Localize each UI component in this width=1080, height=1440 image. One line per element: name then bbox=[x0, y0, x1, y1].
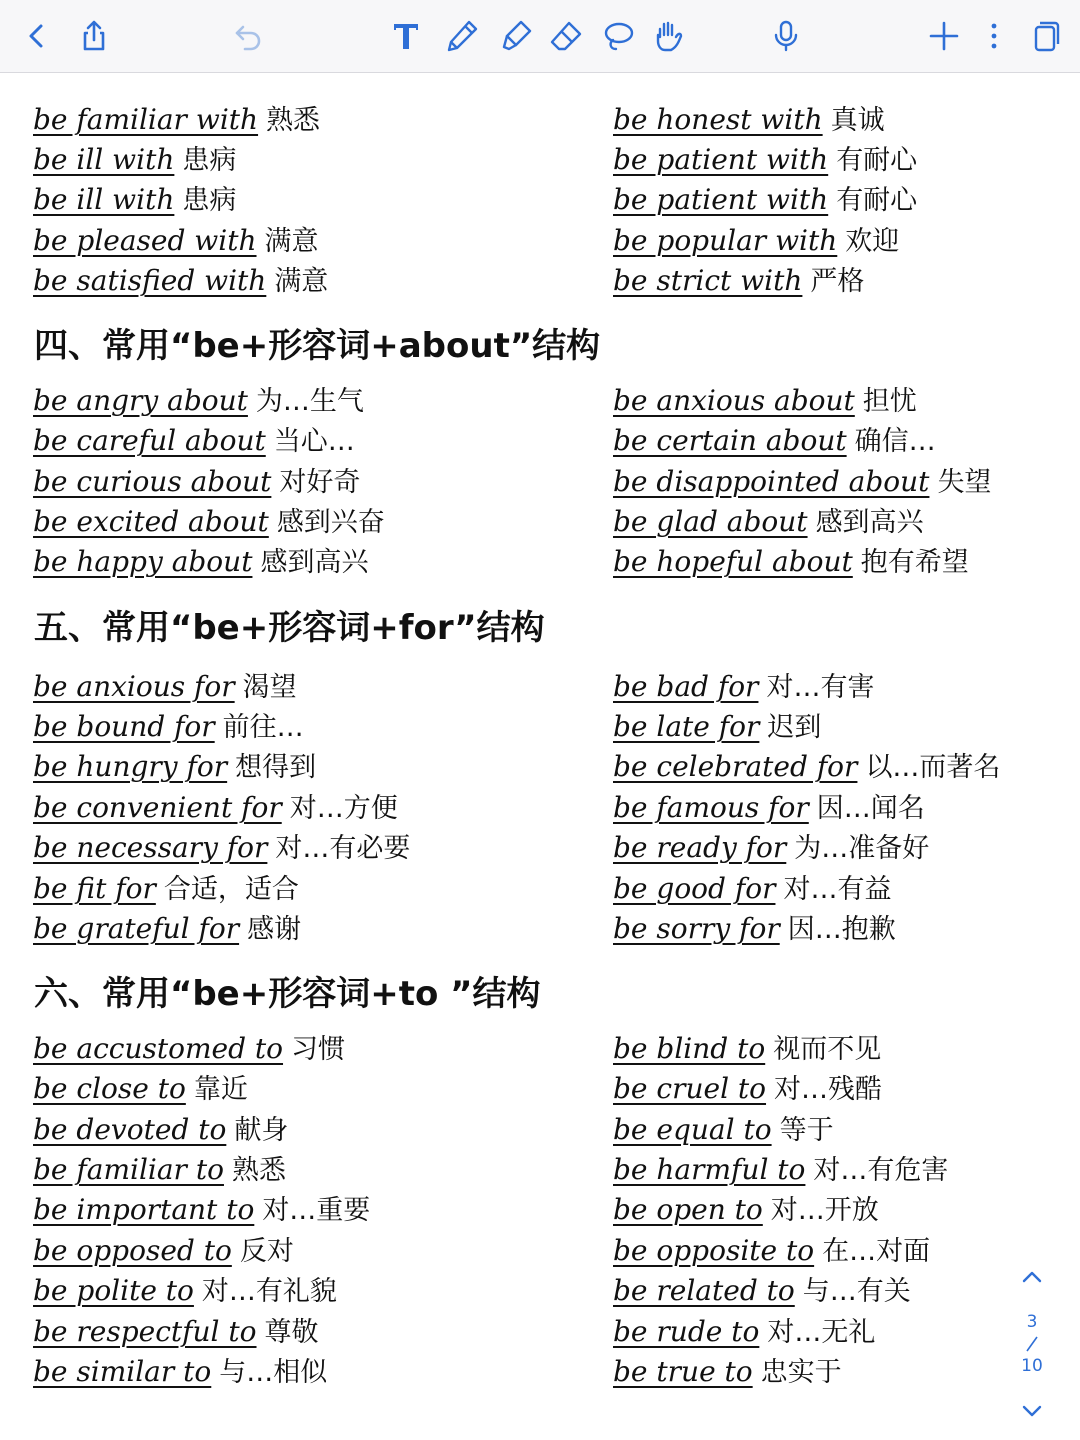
phrase: be blind to bbox=[613, 1032, 766, 1065]
list-item bbox=[613, 1190, 879, 1230]
meaning: 视而不见 bbox=[773, 1034, 882, 1065]
phrase: be rude to bbox=[613, 1315, 760, 1348]
phrase: be hopeful about bbox=[613, 545, 853, 578]
meaning: 献身 bbox=[234, 1115, 289, 1146]
list-item bbox=[33, 869, 299, 909]
list-item bbox=[613, 221, 899, 261]
list-item bbox=[613, 502, 924, 542]
meaning: 对…方便 bbox=[289, 793, 398, 824]
list-item bbox=[613, 747, 1000, 787]
phrase: be certain about bbox=[613, 424, 847, 457]
phrase: be ready for bbox=[613, 831, 787, 864]
list-item bbox=[613, 1352, 842, 1392]
phrase: be devoted to bbox=[33, 1113, 227, 1146]
list-item bbox=[613, 667, 874, 707]
meaning: 因…闻名 bbox=[816, 793, 925, 824]
phrase: be harmful to bbox=[613, 1153, 806, 1186]
list-item bbox=[33, 1231, 294, 1271]
list-item bbox=[613, 1150, 948, 1190]
microphone-icon[interactable] bbox=[764, 14, 808, 58]
list-item bbox=[613, 788, 925, 828]
list-item bbox=[613, 261, 864, 301]
meaning: 迟到 bbox=[767, 712, 822, 743]
phrase: be equal to bbox=[613, 1113, 772, 1146]
toolbar bbox=[0, 0, 1080, 73]
list-item bbox=[33, 747, 316, 787]
list-item bbox=[613, 1069, 882, 1109]
phrase: be hungry for bbox=[33, 750, 228, 783]
list-item bbox=[33, 180, 236, 220]
list-item bbox=[33, 261, 328, 301]
phrase: be familiar with bbox=[33, 103, 259, 136]
list-item bbox=[613, 100, 885, 140]
phrase: be cruel to bbox=[613, 1072, 767, 1105]
page-divider bbox=[1002, 1334, 1062, 1358]
list-item bbox=[613, 140, 917, 180]
phrase: be famous for bbox=[613, 791, 809, 824]
plus-icon[interactable] bbox=[922, 14, 966, 58]
list-item bbox=[33, 909, 301, 949]
meaning: 对…有必要 bbox=[275, 833, 411, 864]
meaning: 感到高兴 bbox=[815, 507, 924, 538]
phrase: be honest with bbox=[613, 103, 823, 136]
list-item bbox=[33, 140, 236, 180]
list-item bbox=[33, 1190, 370, 1230]
list-item bbox=[33, 667, 297, 707]
share-icon[interactable] bbox=[72, 14, 116, 58]
meaning: 合适，适合 bbox=[163, 874, 299, 905]
meaning: 担忧 bbox=[862, 386, 917, 417]
page-up-icon[interactable] bbox=[1002, 1264, 1062, 1294]
phrase: be related to bbox=[613, 1274, 795, 1307]
meaning: 对…无礼 bbox=[767, 1317, 876, 1348]
meaning: 严格 bbox=[810, 266, 865, 297]
meaning: 靠近 bbox=[193, 1074, 248, 1105]
meaning: 为…生气 bbox=[255, 386, 364, 417]
meaning: 对…有危害 bbox=[813, 1155, 949, 1186]
meaning: 感谢 bbox=[247, 914, 302, 945]
phrase: be grateful for bbox=[33, 912, 240, 945]
phrase: be ill with bbox=[33, 143, 175, 176]
meaning: 对…有益 bbox=[783, 874, 892, 905]
list-item bbox=[33, 1110, 288, 1150]
meaning: 真诚 bbox=[830, 105, 885, 136]
list-item bbox=[33, 1312, 319, 1352]
list-item bbox=[33, 1352, 327, 1392]
meaning: 有耐心 bbox=[836, 185, 918, 216]
meaning: 抱有希望 bbox=[860, 547, 969, 578]
list-item bbox=[33, 542, 368, 582]
meaning: 习惯 bbox=[291, 1034, 346, 1065]
list-item bbox=[33, 381, 364, 421]
list-item bbox=[613, 1029, 881, 1069]
back-chevron-icon[interactable] bbox=[14, 14, 58, 58]
phrase: be fit for bbox=[33, 872, 156, 905]
phrase: be polite to bbox=[33, 1274, 194, 1307]
meaning: 尊敬 bbox=[264, 1317, 319, 1348]
phrase: be late for bbox=[613, 710, 760, 743]
phrase: be similar to bbox=[33, 1355, 212, 1388]
phrase: be anxious about bbox=[613, 384, 855, 417]
phrase: be close to bbox=[33, 1072, 186, 1105]
meaning: 因…抱歉 bbox=[787, 914, 896, 945]
meaning: 为…准备好 bbox=[794, 833, 930, 864]
list-item bbox=[613, 1110, 834, 1150]
meaning: 渴望 bbox=[242, 672, 297, 703]
meaning: 等于 bbox=[779, 1115, 834, 1146]
phrase: be excited about bbox=[33, 505, 269, 538]
list-item bbox=[33, 828, 410, 868]
meaning: 失望 bbox=[937, 467, 992, 498]
phrase: be happy about bbox=[33, 545, 253, 578]
phrase: be bad for bbox=[613, 670, 759, 703]
meaning: 感到兴奋 bbox=[276, 507, 385, 538]
meaning: 当心… bbox=[273, 426, 355, 457]
list-item bbox=[613, 1231, 930, 1271]
phrase: be bound for bbox=[33, 710, 215, 743]
phrase: be sorry for bbox=[613, 912, 780, 945]
lasso-icon[interactable] bbox=[596, 14, 640, 58]
list-item bbox=[33, 707, 304, 747]
phrase: be disappointed about bbox=[613, 465, 930, 498]
list-item bbox=[613, 421, 936, 461]
meaning: 对…有害 bbox=[766, 672, 875, 703]
list-item bbox=[33, 788, 398, 828]
list-item bbox=[613, 1271, 911, 1311]
section-heading: 五、常用“be+形容词+for”结构 bbox=[34, 608, 545, 648]
phrase: be familiar to bbox=[33, 1153, 224, 1186]
phrase: be anxious for bbox=[33, 670, 235, 703]
meaning: 以…而著名 bbox=[865, 752, 1001, 783]
list-item bbox=[613, 180, 917, 220]
meaning: 反对 bbox=[239, 1236, 294, 1267]
phrase: be respectful to bbox=[33, 1315, 257, 1348]
phrase: be pleased with bbox=[33, 224, 257, 257]
meaning: 有耐心 bbox=[836, 145, 918, 176]
phrase: be true to bbox=[613, 1355, 753, 1388]
phrase: be opposed to bbox=[33, 1234, 232, 1267]
page-down-icon[interactable] bbox=[1002, 1398, 1062, 1428]
list-item bbox=[613, 707, 821, 747]
section-heading: 四、常用“be+形容词+about”结构 bbox=[34, 326, 601, 366]
phrase: be celebrated for bbox=[613, 750, 858, 783]
list-item bbox=[613, 869, 891, 909]
meaning: 与…相似 bbox=[219, 1357, 328, 1388]
eraser-icon[interactable] bbox=[544, 14, 588, 58]
meaning: 对…有礼貌 bbox=[201, 1276, 337, 1307]
list-item bbox=[613, 909, 896, 949]
meaning: 与…有关 bbox=[802, 1276, 911, 1307]
meaning: 满意 bbox=[264, 226, 319, 257]
meaning: 对好奇 bbox=[279, 467, 361, 498]
meaning: 对…残酷 bbox=[774, 1074, 883, 1105]
meaning: 对…重要 bbox=[262, 1195, 371, 1226]
more-icon[interactable] bbox=[972, 14, 1016, 58]
meaning: 忠实于 bbox=[760, 1357, 842, 1388]
meaning: 患病 bbox=[182, 145, 237, 176]
list-item bbox=[613, 542, 969, 582]
meaning: 想得到 bbox=[235, 752, 317, 783]
meaning: 在…对面 bbox=[822, 1236, 931, 1267]
meaning: 熟悉 bbox=[231, 1155, 286, 1186]
phrase: be angry about bbox=[33, 384, 248, 417]
phrase: be patient with bbox=[613, 183, 829, 216]
list-item bbox=[33, 1029, 345, 1069]
phrase: be strict with bbox=[613, 264, 803, 297]
meaning: 欢迎 bbox=[845, 226, 900, 257]
undo-icon[interactable] bbox=[226, 14, 270, 58]
phrase: be patient with bbox=[613, 143, 829, 176]
list-item bbox=[33, 502, 385, 542]
meaning: 确信… bbox=[854, 426, 936, 457]
phrase: be opposite to bbox=[613, 1234, 815, 1267]
hand-icon[interactable] bbox=[646, 14, 690, 58]
highlighter-icon[interactable] bbox=[494, 14, 538, 58]
list-item bbox=[33, 221, 319, 261]
meaning: 满意 bbox=[274, 266, 329, 297]
list-item bbox=[33, 421, 355, 461]
pages-icon[interactable] bbox=[1022, 14, 1066, 58]
meaning: 患病 bbox=[182, 185, 237, 216]
phrase: be glad about bbox=[613, 505, 808, 538]
list-item bbox=[33, 1069, 248, 1109]
phrase: be popular with bbox=[613, 224, 838, 257]
meaning: 感到高兴 bbox=[260, 547, 369, 578]
meaning: 对…开放 bbox=[770, 1195, 879, 1226]
list-item bbox=[613, 462, 991, 502]
list-item bbox=[613, 381, 917, 421]
phrase: be important to bbox=[33, 1193, 255, 1226]
current-page-number: 3 bbox=[1026, 1312, 1038, 1332]
phrase: be curious about bbox=[33, 465, 272, 498]
list-item bbox=[613, 828, 929, 868]
meaning: 前往… bbox=[222, 712, 304, 743]
phrase: be necessary for bbox=[33, 831, 268, 864]
phrase: be convenient for bbox=[33, 791, 282, 824]
phrase: be careful about bbox=[33, 424, 266, 457]
section-heading: 六、常用“be+形容词+to ”结构 bbox=[34, 974, 541, 1014]
phrase: be open to bbox=[613, 1193, 763, 1226]
list-item bbox=[33, 1150, 286, 1190]
pen-icon[interactable] bbox=[440, 14, 484, 58]
total-pages-number: 10 bbox=[1021, 1356, 1043, 1376]
meaning: 熟悉 bbox=[266, 105, 321, 136]
text-tool-icon[interactable] bbox=[384, 14, 428, 58]
phrase: be satisfied with bbox=[33, 264, 267, 297]
list-item bbox=[33, 1271, 337, 1311]
list-item bbox=[33, 462, 360, 502]
list-item bbox=[33, 100, 320, 140]
note-page[interactable] bbox=[0, 73, 1080, 1440]
phrase: be accustomed to bbox=[33, 1032, 284, 1065]
list-item bbox=[613, 1312, 875, 1352]
phrase: be good for bbox=[613, 872, 776, 905]
phrase: be ill with bbox=[33, 183, 175, 216]
